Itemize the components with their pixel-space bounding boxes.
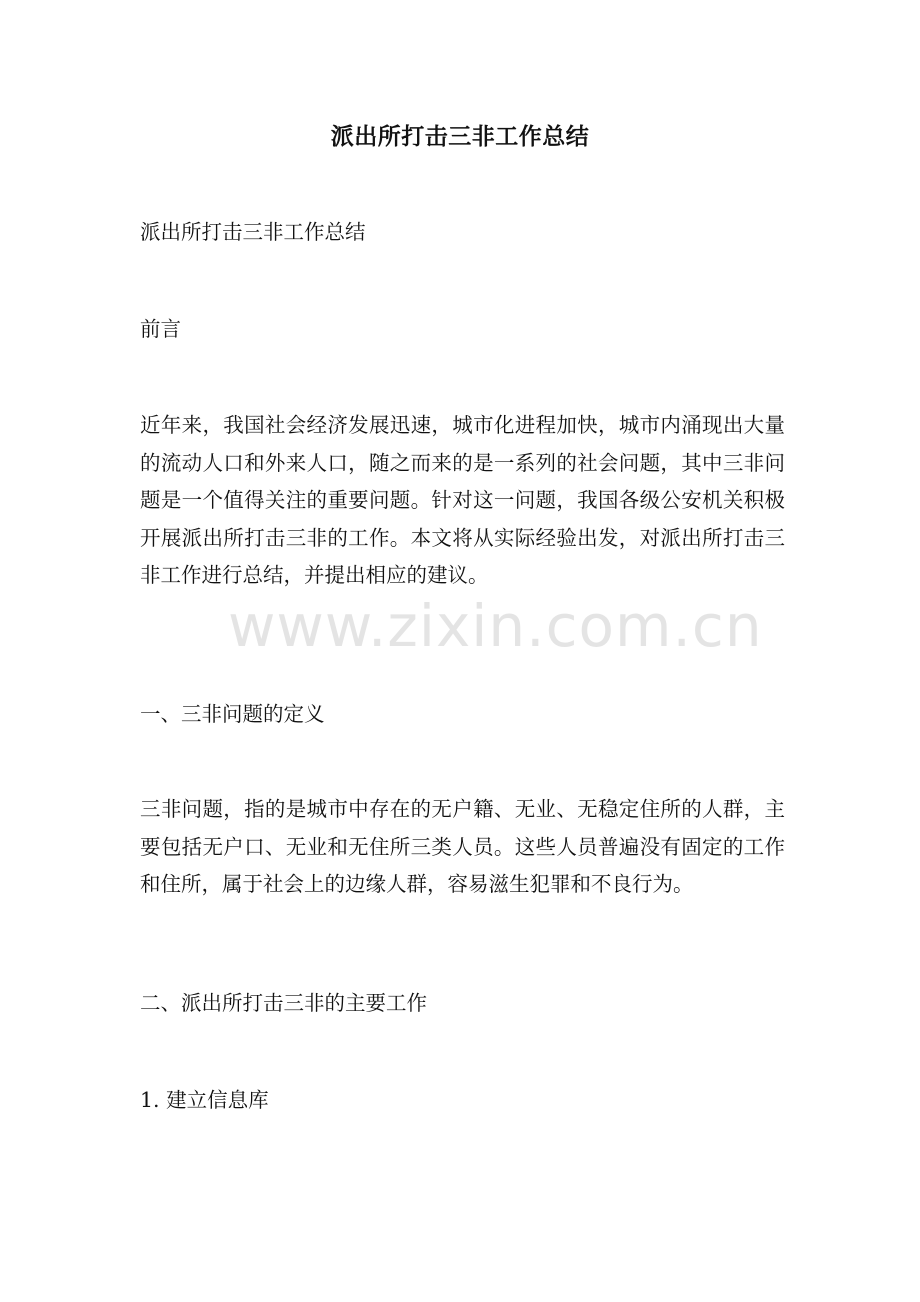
item1-heading: 1. 建立信息库 <box>140 1088 269 1112</box>
section1-heading: 一、三非问题的定义 <box>140 702 325 726</box>
watermark: www.zixin.com.cn <box>228 592 763 660</box>
preface-paragraph: 近年来，我国社会经济发展迅速，城市化进程加快，城市内涌现出大量的流动人口和外来人口，随之而来的是一系列的社会问题，其中三非问题是一个值得关注的重要问题。针对这一问题，我国各级公安机关积极开展派出所打击三非的工作。本文将从实际经验出发，对派出所打击三非工作进行总结，并提出相应的建议。 <box>140 413 785 587</box>
section1-paragraph: 三非问题，指的是城市中存在的无户籍、无业、无稳定住所的人群，主要包括无户口、无业和无住所三类人员。这些人员普遍没有固定的工作和住所，属于社会上的边缘人群，容易滋生犯罪和不良行为。 <box>140 797 785 896</box>
document-title: 派出所打击三非工作总结 <box>330 123 590 150</box>
preface-heading: 前言 <box>140 317 181 341</box>
section2-heading: 二、派出所打击三非的主要工作 <box>140 991 427 1015</box>
document-subtitle: 派出所打击三非工作总结 <box>140 220 366 244</box>
